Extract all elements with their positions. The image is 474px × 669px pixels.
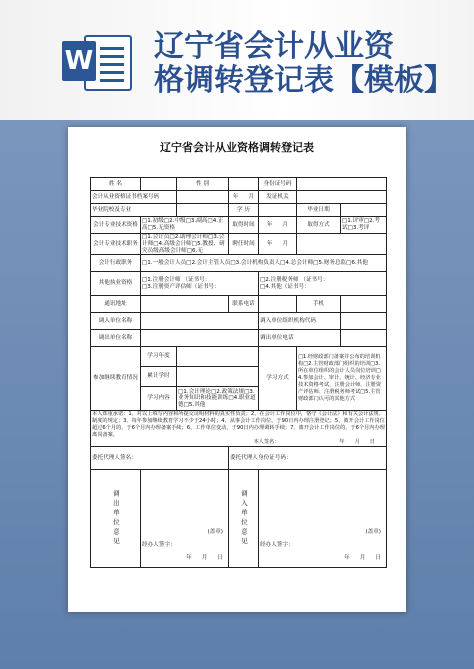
- phone-field[interactable]: [259, 296, 297, 313]
- issuer-field[interactable]: [297, 191, 387, 204]
- school-label: 毕业院校及专业: [91, 204, 177, 217]
- title-time-label: 取得时间: [229, 217, 259, 234]
- row-post: [91, 234, 387, 255]
- agent-sign[interactable]: 委托代理人签名：: [91, 447, 229, 470]
- mobile-label: 手机: [297, 296, 341, 313]
- row-address: [91, 296, 387, 313]
- unit-out-field[interactable]: [141, 330, 259, 347]
- edu-method-label: 学习方式: [259, 347, 297, 411]
- code-in-field[interactable]: [341, 313, 387, 330]
- banner-title-line2: 格调转登记表【模板】: [154, 63, 454, 98]
- grad-field[interactable]: [341, 204, 387, 217]
- name-label: 姓 名: [91, 178, 141, 191]
- phone-label: 联系电话: [229, 296, 259, 313]
- id-field[interactable]: [297, 178, 387, 191]
- way-options[interactable]: □1.评审□2.考试□3.考评: [341, 217, 387, 234]
- post-label: 会计专业技术职务: [91, 234, 141, 255]
- title-banner: [0, 0, 474, 120]
- row-archive: [91, 191, 387, 204]
- post-time-extra[interactable]: [297, 234, 387, 255]
- way-label: 取得方式: [297, 217, 341, 234]
- mobile-field[interactable]: [341, 296, 387, 313]
- post-options[interactable]: □1.会计员□2.助理会计师□3.会计师□4.高级会计师□5.教授、研究员级高级会计师□6.无: [141, 234, 229, 255]
- unit-out-label: 调出单位名称: [91, 330, 141, 347]
- row-other-cert: [91, 272, 387, 296]
- post-time-label: 聘任时间: [229, 234, 259, 255]
- unit-in-label: 调入单位名称: [91, 313, 141, 330]
- grad-label: 毕业日期: [297, 204, 341, 217]
- school-field[interactable]: [177, 204, 229, 217]
- archive-field[interactable]: [177, 191, 229, 204]
- archive-date: 年 月: [229, 191, 259, 204]
- name-field[interactable]: [141, 178, 177, 191]
- pledge-text: 本人郑重承诺：1、对以上填写内容和所提交证明材料的真实性负责；2、在会计工作岗位中，恪守《会计法》和有关会计法规、制度的规定；3、每年参加继续教育学习不少于24小时；4、从事会计工作岗位，于90日内办理注册登记；5、离开会计工作岗位超过6个月的，于6个月内办理备案手续；6、工作单位变动，于90日内办理调转手续；7、离开会计工作岗位的，于6个月内办理离岗备案。 本人签名： 年 月 日: [92, 411, 385, 446]
- word-letter: W: [62, 41, 96, 81]
- issuer-label: 发证机关: [259, 191, 297, 204]
- opinion-in-label: 调入单位意见: [229, 470, 259, 568]
- form-sheet: [68, 127, 406, 612]
- tel-out-label: 调出单位电话: [259, 330, 341, 347]
- row-agent: [91, 447, 387, 470]
- edu-hours-label: 累计学时: [141, 367, 177, 387]
- other-cert-left[interactable]: □1.注册会计师 （证书号： □3.注册资产评估师（证书号：: [141, 272, 259, 296]
- row-opinions: [91, 470, 387, 568]
- opinion-in-field[interactable]: (盖章) 经办人签字： 年 月 日: [259, 470, 387, 568]
- addr-field[interactable]: [141, 296, 229, 313]
- edu-year-label: 学习年度: [141, 347, 177, 367]
- banner-title-line1: 辽宁省会计从业资: [154, 29, 394, 64]
- row-school: [91, 204, 387, 217]
- row-unit-in: [91, 313, 387, 330]
- admin-label: 会计行政职务: [91, 255, 141, 272]
- tel-out-field[interactable]: [341, 330, 387, 347]
- opinion-out-field[interactable]: (盖章) 经办人签字： 年 月 日: [141, 470, 229, 568]
- code-in-label: 调入单位组织机构代码: [259, 313, 341, 330]
- word-icon: [62, 29, 132, 89]
- post-time-field[interactable]: 年 月: [259, 234, 297, 255]
- registration-table: [90, 177, 387, 568]
- title-label: 会计专业技术资格: [91, 217, 141, 234]
- edu-content-label: 学习内容: [141, 387, 177, 411]
- banner-title: [154, 30, 474, 98]
- edu-field[interactable]: [259, 204, 297, 217]
- edu-year-field[interactable]: [177, 347, 259, 367]
- edu-method-options[interactable]: □1.经财政部门备案并公布的培训机构□2.主管财政部门组织的培训□3.所在单位组织的会计人员岗位培训□4.参加会计、审计、统计、经济专业技术资格考试，注册会计师、注册资产评估师、注册税务师考试□5.主管财政部门认可的其他方式: [297, 347, 387, 411]
- edu-hours-field[interactable]: [177, 367, 259, 387]
- id-label: 身份证号码: [259, 178, 297, 191]
- edu-section-label: 参加继续教育情况: [91, 347, 141, 411]
- addr-label: 通讯地址: [91, 296, 141, 313]
- edu-label: 学 历: [229, 204, 259, 217]
- row-pledge: [91, 411, 387, 447]
- agent-id[interactable]: 委托代理人身份证号码：: [229, 447, 387, 470]
- archive-label: 会计从业资格证书档案号码: [91, 191, 177, 204]
- form-title: 辽宁省会计从业资格调转登记表: [160, 141, 314, 154]
- row-unit-out: [91, 330, 387, 347]
- row-admin: [91, 255, 387, 272]
- row-title: [91, 217, 387, 234]
- edu-content-options[interactable]: □1.会计理论□2.政策法规□3.业务知识和技能训练□4.职业道德□5.其他: [177, 387, 259, 411]
- unit-in-field[interactable]: [141, 313, 259, 330]
- gender-field[interactable]: [229, 178, 259, 191]
- row-name: [91, 178, 387, 191]
- opinion-out-label: 调出单位意见: [91, 470, 141, 568]
- title-time-field[interactable]: 年 月: [259, 217, 297, 234]
- other-cert-right[interactable]: □2.注册税务师 （证书号： □4.其他（证书号：: [259, 272, 387, 296]
- row-edu-year: [91, 347, 387, 367]
- gender-label: 性 别: [177, 178, 229, 191]
- title-options[interactable]: □1.初级□2.中级□3.副高□4.正高□5.无资格: [141, 217, 229, 234]
- other-cert-label: 其他执业资格: [91, 272, 141, 296]
- admin-options[interactable]: □1.一般会计人员□2.会计主管人员□3.会计机构负责人□4.总会计师□5.财务总监□6.其他: [141, 255, 387, 272]
